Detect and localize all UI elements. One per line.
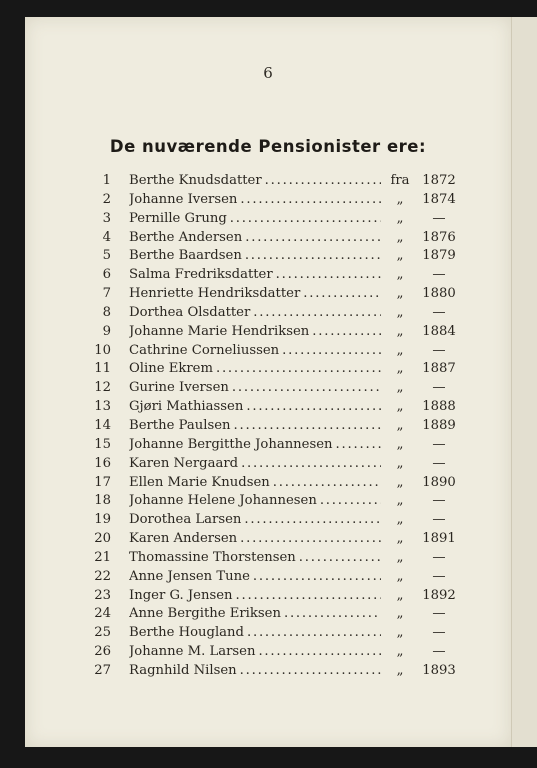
row-number: 9 — [102, 323, 111, 339]
pensioner-list — [25, 172, 511, 681]
row-number: 26 — [94, 644, 111, 660]
pensioner-row — [25, 549, 511, 568]
ditto-mark: fra — [390, 173, 410, 188]
row-number: 3 — [102, 210, 111, 226]
pensioner-row — [25, 474, 511, 493]
pensioner-row — [25, 342, 511, 361]
ditto-mark: „ — [396, 342, 404, 358]
ditto-mark: „ — [396, 361, 404, 377]
ditto-mark: „ — [396, 625, 404, 641]
pension-year: 1888 — [422, 399, 456, 415]
ditto-mark: „ — [396, 399, 404, 415]
row-number: 14 — [94, 417, 111, 433]
pensioner-name: Oline Ekrem . . . — [129, 360, 381, 379]
pension-year: 1889 — [422, 417, 456, 433]
page-heading: De nuværende Pensionister ere: — [109, 137, 427, 156]
pensioner-row — [25, 323, 511, 342]
pensioner-row — [25, 210, 511, 229]
ditto-mark: „ — [396, 229, 404, 245]
pensioner-name: Ellen Marie Knudsen . . . — [129, 474, 381, 493]
pensioner-name: Johanne Iversen . . . — [129, 191, 381, 210]
pension-year: — — [432, 267, 446, 283]
ditto-mark: „ — [396, 286, 404, 302]
pensioner-name: Berthe Andersen . . . — [129, 229, 381, 248]
pensioner-name: Berthe Baardsen . . . — [129, 247, 381, 266]
pension-year: — — [432, 644, 446, 660]
pension-year: — — [432, 625, 446, 641]
pensioner-row — [25, 191, 511, 210]
pensioner-name: Dorothea Larsen . . . — [129, 511, 381, 530]
pension-year: 1884 — [422, 323, 456, 339]
ditto-mark: „ — [396, 549, 404, 565]
pension-year: — — [432, 436, 446, 452]
pensioner-row — [25, 229, 511, 248]
pension-year: — — [432, 568, 446, 584]
pensioner-name: Johanne Marie Hendriksen . . . — [129, 323, 381, 342]
pensioner-row — [25, 417, 511, 436]
row-number: 27 — [94, 662, 111, 678]
ditto-mark: „ — [396, 512, 404, 528]
pension-year: — — [432, 342, 446, 358]
ditto-mark: „ — [396, 493, 404, 509]
pensioner-row — [25, 379, 511, 398]
row-number: 25 — [94, 625, 111, 641]
pensioner-name: Gurine Iversen . . . — [129, 379, 381, 398]
row-number: 18 — [94, 493, 111, 509]
pensioner-name: Inger G. Jensen . . . — [129, 587, 381, 606]
pension-year: 1890 — [422, 474, 456, 490]
pensioner-name: Pernille Grung . . . — [129, 210, 381, 229]
row-number: 2 — [102, 191, 111, 207]
row-number: 12 — [94, 380, 111, 396]
pensioner-row — [25, 624, 511, 643]
pensioner-row — [25, 643, 511, 662]
ditto-mark: „ — [396, 436, 404, 452]
document-page — [25, 17, 511, 747]
pensioner-row — [25, 436, 511, 455]
pension-year: 1872 — [422, 173, 456, 188]
pensioner-name: Karen Nergaard . . . — [129, 455, 381, 474]
row-number: 15 — [94, 436, 111, 452]
pensioner-row — [25, 568, 511, 587]
pensioner-name: Johanne Bergitthe Johannesen . . . — [129, 436, 381, 455]
ditto-mark: „ — [396, 644, 404, 660]
ditto-mark: „ — [396, 531, 404, 547]
row-number: 8 — [102, 304, 111, 320]
pensioner-row — [25, 360, 511, 379]
ditto-mark: „ — [396, 568, 404, 584]
row-number: 7 — [102, 286, 111, 302]
pension-year: — — [432, 455, 446, 471]
ditto-mark: „ — [396, 267, 404, 283]
row-number: 20 — [94, 531, 111, 547]
pensioner-row — [25, 530, 511, 549]
pension-year: 1893 — [422, 662, 456, 678]
ditto-mark: „ — [396, 474, 404, 490]
pensioner-row — [25, 587, 511, 606]
pensioner-row — [25, 455, 511, 474]
pension-year: 1874 — [422, 191, 456, 207]
pension-year: — — [432, 380, 446, 396]
pensioner-name: Salma Fredriksdatter . . . — [129, 266, 381, 285]
ditto-mark: „ — [396, 380, 404, 396]
row-number: 16 — [94, 455, 111, 471]
pension-year: 1892 — [422, 587, 456, 603]
row-number: 24 — [94, 606, 111, 622]
pensioner-name: Karen Andersen . . . — [129, 530, 381, 549]
pensioner-row — [25, 605, 511, 624]
pensioner-row — [25, 398, 511, 417]
ditto-mark: „ — [396, 304, 404, 320]
row-number: 4 — [102, 229, 111, 245]
pensioner-row — [25, 285, 511, 304]
pensioner-name: Berthe Hougland . . . — [129, 624, 381, 643]
ditto-mark: „ — [396, 662, 404, 678]
ditto-mark: „ — [396, 323, 404, 339]
adjacent-page-edge — [511, 17, 537, 747]
row-number: 19 — [94, 512, 111, 528]
pensioner-name: Anne Bergithe Eriksen . . . — [129, 605, 381, 624]
pensioner-name: Johanne Helene Johannesen . . . — [129, 492, 381, 511]
pension-year: — — [432, 512, 446, 528]
pension-year: — — [432, 210, 446, 226]
row-number: 23 — [94, 587, 111, 603]
pensioner-name: Ragnhild Nilsen . . . — [129, 662, 381, 681]
pensioner-name: Berthe Paulsen . . . — [129, 417, 381, 436]
pensioner-row — [25, 247, 511, 266]
pensioner-row — [25, 172, 511, 191]
pensioner-row — [25, 511, 511, 530]
pension-year: — — [432, 304, 446, 320]
pension-year: — — [432, 549, 446, 565]
pension-year: 1876 — [422, 229, 456, 245]
pensioner-name: Anne Jensen Tune . . . — [129, 568, 381, 587]
ditto-mark: „ — [396, 417, 404, 433]
row-number: 22 — [94, 568, 111, 584]
pensioner-row — [25, 492, 511, 511]
pensioner-row — [25, 304, 511, 323]
pension-year: 1891 — [422, 531, 456, 547]
pensioner-row — [25, 662, 511, 681]
pensioner-name: Gjøri Mathiassen . . . — [129, 398, 381, 417]
pensioner-row — [25, 266, 511, 285]
row-number: 17 — [94, 474, 111, 490]
pension-year: 1880 — [422, 286, 456, 302]
pension-year: 1879 — [422, 248, 456, 264]
row-number: 5 — [102, 248, 111, 264]
ditto-mark: „ — [396, 606, 404, 622]
pension-year: — — [432, 493, 446, 509]
pension-year: — — [432, 606, 446, 622]
pensioner-name: Johanne M. Larsen . . . — [129, 643, 381, 662]
row-number: 21 — [94, 549, 111, 565]
pension-year: 1887 — [422, 361, 456, 377]
page-number: 6 — [263, 64, 273, 82]
row-number: 13 — [94, 399, 111, 415]
pensioner-name: Cathrine Corneliussen . . . — [129, 342, 381, 361]
ditto-mark: „ — [396, 191, 404, 207]
ditto-mark: „ — [396, 455, 404, 471]
pensioner-name: Berthe Knudsdatter . . . — [129, 172, 381, 191]
pensioner-name: Thomassine Thorstensen . . . — [129, 549, 381, 568]
row-number: 1 — [102, 173, 111, 188]
row-number: 6 — [102, 267, 111, 283]
row-number: 11 — [94, 361, 111, 377]
row-number: 10 — [94, 342, 111, 358]
ditto-mark: „ — [396, 210, 404, 226]
pensioner-name: Henriette Hendriksdatter . . . — [129, 285, 381, 304]
ditto-mark: „ — [396, 587, 404, 603]
pensioner-name: Dorthea Olsdatter . . . — [129, 304, 381, 323]
ditto-mark: „ — [396, 248, 404, 264]
